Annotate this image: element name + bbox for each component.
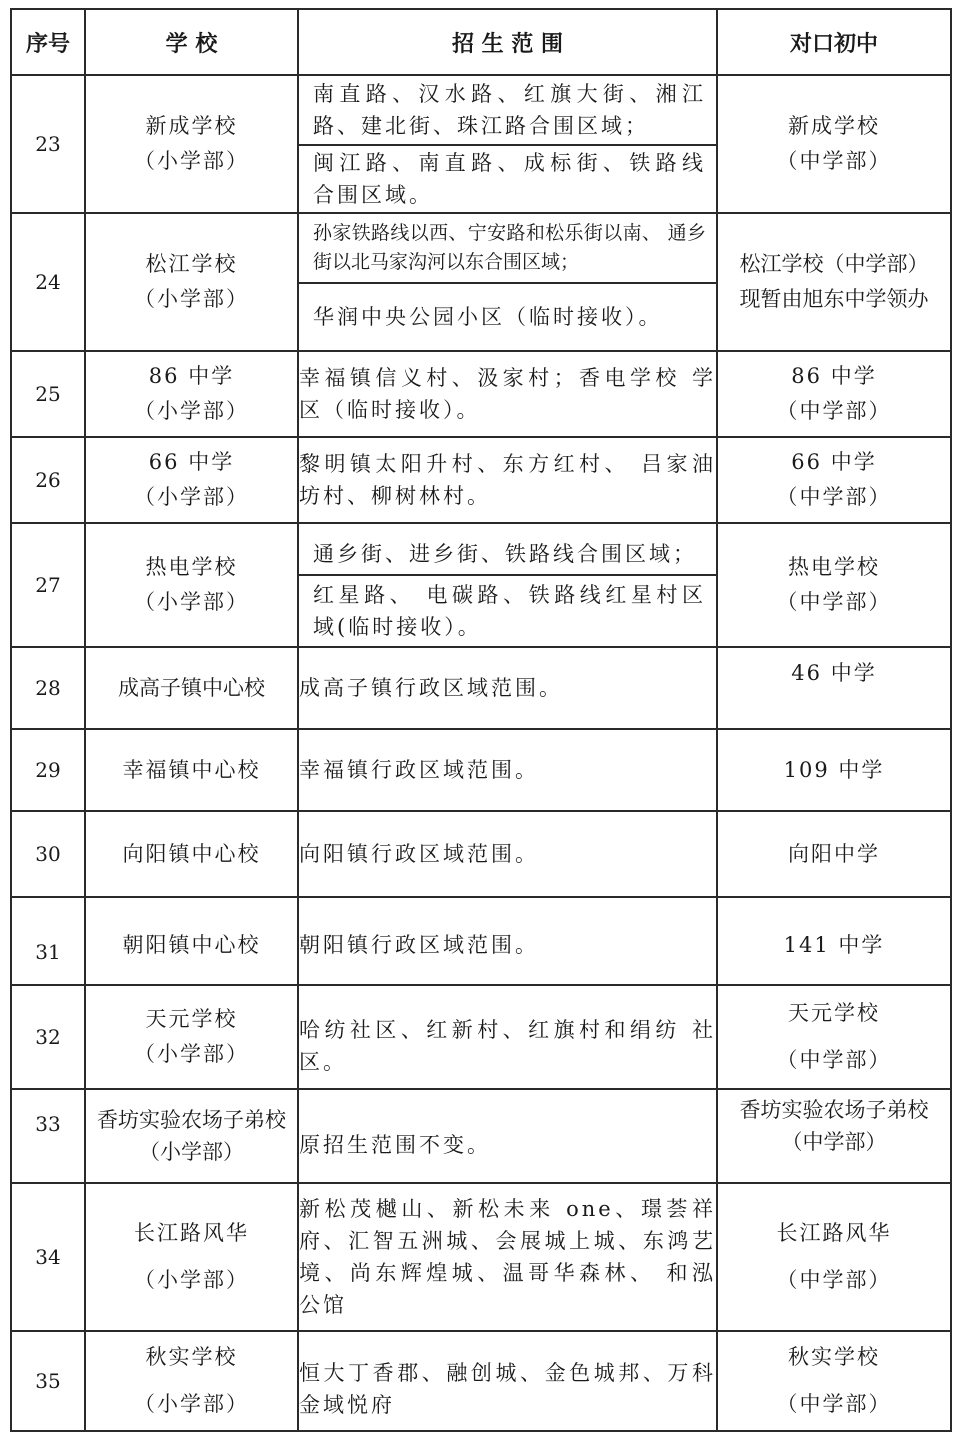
middle-school-cell	[717, 75, 951, 213]
table-row	[11, 729, 951, 811]
header-school: 学 校	[85, 9, 298, 75]
middle-school-cell: 向阳中学	[717, 811, 951, 897]
middle-school-cell	[717, 985, 951, 1089]
middle-school-cell	[717, 437, 951, 523]
table-row	[11, 523, 951, 647]
school-name: 长江路风华	[134, 1221, 249, 1245]
scope-part: 闽江路、南直路、成标街、铁路线 合围区域。	[299, 144, 716, 212]
scope-part: 通乡街、进乡街、铁路线合围区域；	[313, 542, 697, 566]
middle-school-name: 松江学校（中学部）	[739, 252, 929, 276]
middle-school-cell	[717, 1089, 951, 1183]
middle-school-name: 新成学校	[788, 114, 880, 138]
middle-school-name: 66 中学	[791, 450, 877, 474]
school-cell	[85, 985, 298, 1089]
scope-cell: 原招生范围不变。	[298, 1089, 717, 1183]
middle-school-name: 香坊实验农场子弟校	[739, 1098, 929, 1122]
middle-school-division: （中学部）	[776, 1048, 892, 1072]
middle-school-cell	[717, 523, 951, 647]
school-division: （小学部）	[134, 149, 249, 173]
middle-school-cell: 46 中学	[717, 647, 951, 729]
scope-part: 华润中央公园小区（临时接收）。	[299, 282, 716, 350]
scope-cell: 新松茂樾山、新松未来 one、璟荟祥府、汇智五洲城、会展城上城、东鸿艺境、尚东辉煌城、温哥华森林、 和泓公馆	[298, 1183, 717, 1331]
school-cell	[85, 1089, 298, 1183]
middle-school-cell: 109 中学	[717, 729, 951, 811]
middle-school-name: 秋实学校	[788, 1345, 880, 1369]
table-row	[11, 351, 951, 437]
school-name: 天元学校	[145, 1007, 238, 1031]
school-name: 秋实学校	[145, 1345, 238, 1369]
table-row	[11, 897, 951, 985]
school-name: 松江学校	[145, 252, 238, 276]
row-index: 34	[11, 1183, 85, 1331]
school-cell	[85, 523, 298, 647]
middle-school-name: 长江路风华	[776, 1221, 892, 1245]
scope-cell: 恒大丁香郡、融创城、金色城邦、万科金域悦府	[298, 1331, 717, 1431]
scope-cell: 幸福镇行政区域范围。	[298, 729, 717, 811]
school-name: 66 中学	[148, 450, 235, 474]
scope-cell	[298, 523, 717, 647]
middle-school-name: 86 中学	[791, 364, 877, 388]
middle-school-division: （中学部）	[776, 1268, 892, 1292]
table-row	[11, 437, 951, 523]
header-scope: 招 生 范 围	[298, 9, 717, 75]
school-division: （小学部）	[134, 1042, 249, 1066]
scope-part: 南直路、汉水路、红旗大街、湘江 路、建北街、珠江路合围区域；	[313, 82, 706, 138]
row-index: 25	[11, 351, 85, 437]
scope-cell	[298, 213, 717, 351]
school-cell	[85, 351, 298, 437]
table-row	[11, 1089, 951, 1183]
school-division: （小学部）	[134, 1392, 249, 1416]
middle-school-cell	[717, 351, 951, 437]
school-cell	[85, 437, 298, 523]
table-row	[11, 1183, 951, 1331]
middle-school-cell	[717, 1331, 951, 1431]
scope-cell: 幸福镇信义村、汲家村；香电学校 学区（临时接收）。	[298, 351, 717, 437]
scope-cell: 成高子镇行政区域范围。	[298, 647, 717, 729]
scope-cell	[298, 75, 717, 213]
school-cell	[85, 213, 298, 351]
scope-cell: 向阳镇行政区域范围。	[298, 811, 717, 897]
row-index: 26	[11, 437, 85, 523]
school-name: 香坊实验农场子弟校	[97, 1108, 286, 1132]
middle-school-cell: 141 中学	[717, 897, 951, 985]
table-row	[11, 1331, 951, 1431]
row-index: 30	[11, 811, 85, 897]
school-division: （小学部）	[134, 399, 249, 423]
school-name: 热电学校	[145, 555, 238, 579]
school-name: 新成学校	[145, 114, 238, 138]
header-index: 序号	[11, 9, 85, 75]
middle-school-name: 天元学校	[788, 1001, 880, 1025]
row-index: 35	[11, 1331, 85, 1431]
row-index: 29	[11, 729, 85, 811]
middle-school-name: 热电学校	[788, 555, 880, 579]
middle-school-division: （中学部）	[776, 590, 892, 614]
scope-cell: 黎明镇太阳升村、东方红村、 吕家油坊村、柳树林村。	[298, 437, 717, 523]
school-division: （小学部）	[139, 1140, 244, 1164]
row-index: 32	[11, 985, 85, 1089]
middle-school-cell	[717, 213, 951, 351]
middle-school-division: （中学部）	[776, 1392, 892, 1416]
middle-school-cell	[717, 1183, 951, 1331]
row-index: 31	[11, 897, 85, 985]
table-row	[11, 75, 951, 213]
school-division: （小学部）	[134, 287, 249, 311]
table-row	[11, 213, 951, 351]
header-middle-school: 对口初中	[717, 9, 951, 75]
scope-part: 孙家铁路线以西、宁安路和松乐街以南、 通乡街以北马家沟河以东合围区域；	[313, 222, 706, 273]
table-row	[11, 985, 951, 1089]
school-name: 86 中学	[148, 364, 235, 388]
school-division: （小学部）	[134, 590, 249, 614]
scope-cell: 哈纺社区、红新村、红旗村和绢纺 社区。	[298, 985, 717, 1089]
row-index: 33	[11, 1089, 85, 1183]
school-cell: 向阳镇中心校	[85, 811, 298, 897]
scope-cell: 朝阳镇行政区域范围。	[298, 897, 717, 985]
school-cell	[85, 75, 298, 213]
row-index: 27	[11, 523, 85, 647]
school-cell: 成高子镇中心校	[85, 647, 298, 729]
middle-school-division: （中学部）	[781, 1130, 887, 1154]
school-cell	[85, 1183, 298, 1331]
table-row	[11, 811, 951, 897]
row-index: 28	[11, 647, 85, 729]
row-index: 23	[11, 75, 85, 213]
middle-school-division: （中学部）	[776, 149, 892, 173]
school-division: （小学部）	[134, 1268, 249, 1292]
header-row	[11, 9, 951, 75]
middle-school-note: 现暂由旭东中学领办	[739, 287, 929, 311]
row-index: 24	[11, 213, 85, 351]
school-division: （小学部）	[134, 485, 249, 509]
middle-school-division: （中学部）	[776, 485, 892, 509]
table-row	[11, 647, 951, 729]
enrollment-table	[10, 8, 952, 1432]
scope-part: 红星路、 电碳路、铁路线红星村区域(临时接收）。	[299, 574, 716, 646]
school-cell	[85, 1331, 298, 1431]
school-cell: 朝阳镇中心校	[85, 897, 298, 985]
middle-school-division: （中学部）	[776, 399, 892, 423]
school-cell: 幸福镇中心校	[85, 729, 298, 811]
